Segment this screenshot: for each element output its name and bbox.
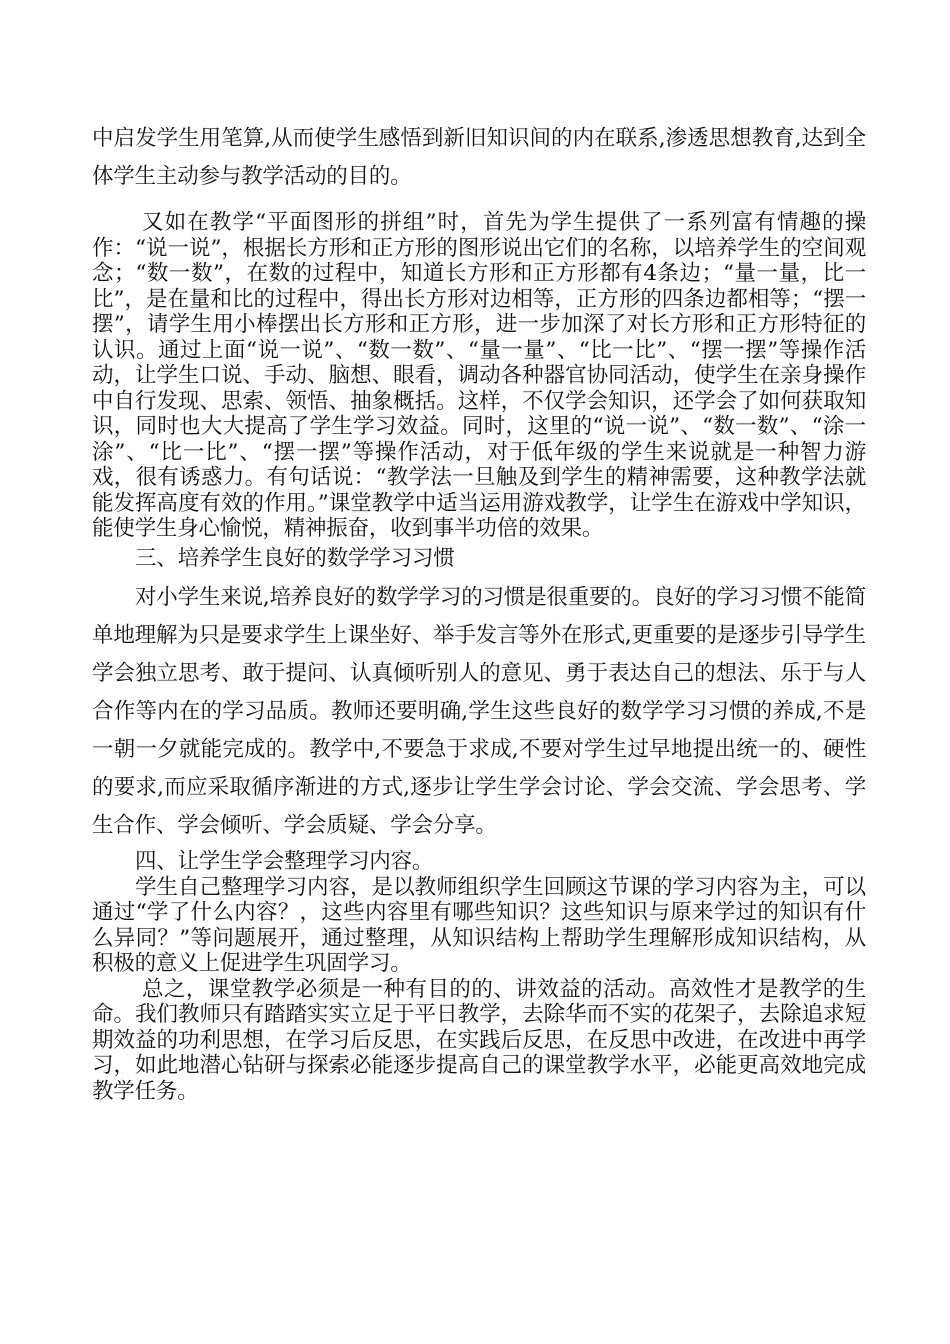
document-page: [92, 120, 866, 1104]
paragraph-continued: 中启发学生用笔算,从而使学生感悟到新旧知识间的内在联系,渗透思想教育,达到全体学生主动参与教学活动的目的。: [92, 126, 866, 189]
paragraph-shape-combination: 又如在教学“平面图形的拼组”时，首先为学生提供了一系列富有情趣的操作：“说一说”，根据长方形和正方形的图形说出它们的名称，以培养学生的空间观念；“数一数”，在数的过程中，知道长方形和正方形都有4条边；“量一量，比一比”，是在量和比的过程中，得出长方形对边相等，正方形的四条边都相等；“摆一摆”，请学生用小棒摆出长方形和正方形，进一步加深了对长方形和正方形特征的认识。通过上面“说一说”、“数一数”、“量一量”、“比一比”、“摆一摆”等操作活动，让学生口说、手动、脑想、眼看，调动各种器官协同活动，使学生在亲身操作中自行发现、思索、领悟、抽象概括。这样，不仅学会知识，还学会了如何获取知识，同时也大大提高了学生学习效益。同时，这里的“说一说”、“数一数”、“涂一涂”、“比一比”、“摆一摆”等操作活动，对于低年级的学生来说就是一种智力游戏，很有诱惑力。有句话说：“教学法一旦触及到学生的精神需要，这种教学法就能发挥高度有效的作用。”课堂教学中适当运用游戏教学，让学生在游戏中学知识，能使学生身心愉悦，精神振奋，收到事半功倍的效果。: [92, 210, 866, 541]
paragraph-organize-content: 学生自己整理学习内容，是以教师组织学生回顾这节课的学习内容为主，可以通过“学了什么内容？，这些内容里有哪些知识？这些知识与原来学过的知识有什么异同？”等问题展开，通过整理，从知识结构上帮助学生理解形成知识结构，从积极的意义上促进学生巩固学习。: [92, 874, 866, 976]
paragraph-conclusion: 总之，课堂教学必须是一种有目的的、讲效益的活动。高效性才是教学的生命。我们教师只有踏踏实实立足于平日教学，去除华而不实的花架子，去除追求短期效益的功利思想，在学习后反思，在实践后反思，在反思中改进，在改进中再学习，如此地潜心钻研与探索必能逐步提高自己的课堂教学水平，必能更高效地完成教学任务。: [92, 976, 866, 1104]
section-heading-4: 四、让学生学会整理学习内容。: [135, 849, 434, 874]
paragraph-learning-habits: 对小学生来说,培养良好的数学学习的习惯是很重要的。良好的学习习惯不能简单地理解为只是要求学生上课坐好、举手发言等外在形式,更重要的是逐步引导学生学会独立思考、敢于提问、认真倾听别人的意见、勇于表达自己的想法、乐于与人合作等内在的学习品质。教师还要明确,学生这些良好的数学学习习惯的养成,不是一朝一夕就能完成的。教学中,不要急于求成,不要对学生过早地提出统一的、硬性的要求,而应采取循序渐进的方式,逐步让学生学会讨论、学会交流、学会思考、学生合作、学会倾听、学会质疑、学会分享。: [92, 585, 866, 838]
section-heading-3: 三、培养学生良好的数学学习习惯: [135, 545, 455, 571]
